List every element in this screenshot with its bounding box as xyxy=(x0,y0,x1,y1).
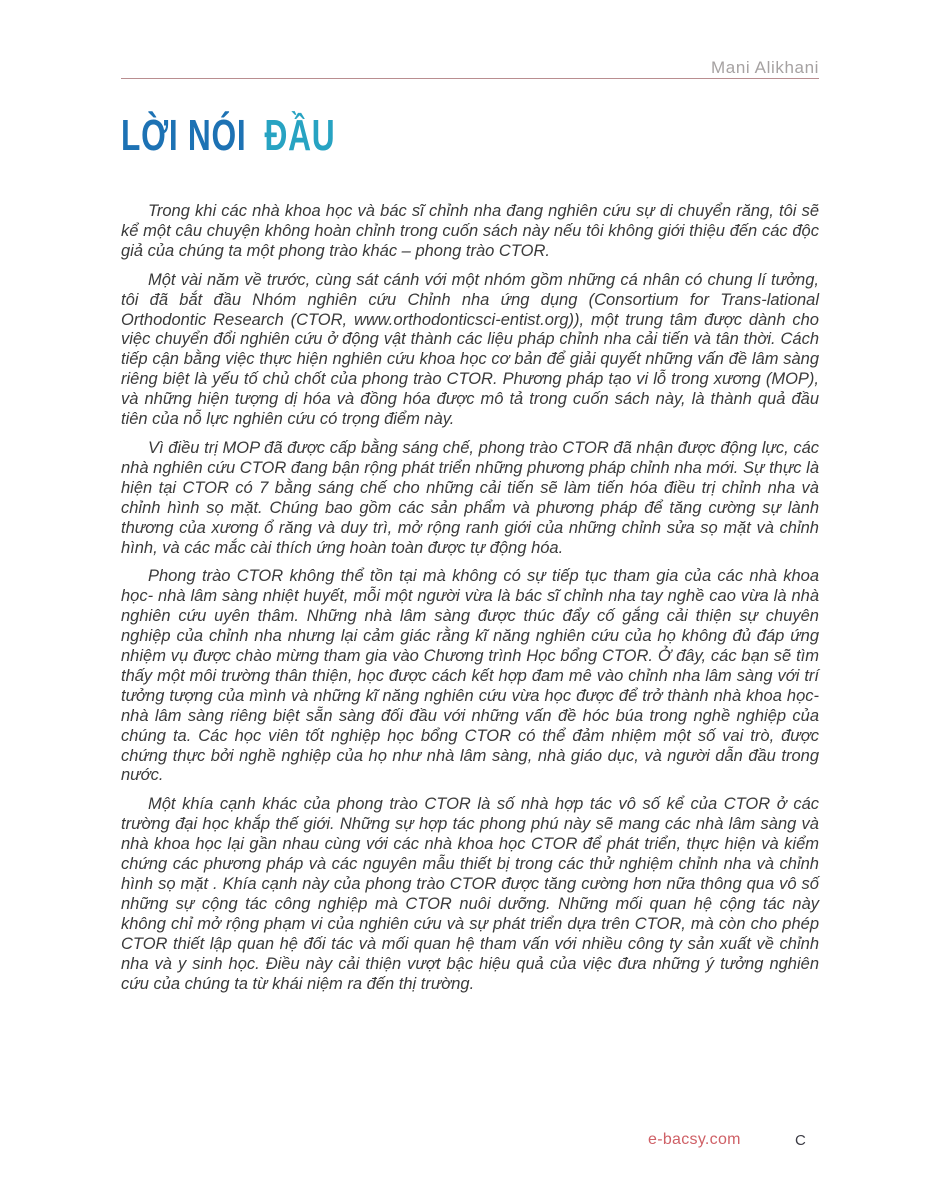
paragraph-5: Một khía cạnh khác của phong trào CTOR là số nhà hợp tác vô số kể của CTOR ở các trường đại học khắp thế giới. Những sự hợp tác phong phú này sẽ mang các nhà lâm sàng và nhà khoa học lại gần nhau cùng với các nhà khoa học CTOR để phát triển, thực hiện và kiểm chứng các phương pháp và các nguyên mẫu thiết bị trong các thử nghiệm chỉnh nha và chỉnh hình sọ mặt . Khía cạnh này của phong trào CTOR được tăng cường hơn nữa thông qua vô số những sự cộng tác công nghiệp mà CTOR nuôi dưỡng. Những mối quan hệ cộng tác này không chỉ mở rộng phạm vi của nghiên cứu và sự phát triển dựa trên CTOR, mà còn cho phép CTOR thiết lập quan hệ đối tác và mối quan hệ tham vấn với nhiều công ty sản xuất về chỉnh nha và y sinh học. Điều này cải thiện vượt bậc hiệu quả của việc đưa những ý tưởng nghiên cứu của chúng ta từ khái niệm ra đến thị trường. xyxy=(121,795,819,993)
page-title-part-2: ĐẦU xyxy=(264,111,336,160)
paragraph-3: Vì điều trị MOP đã được cấp bằng sáng chế, phong trào CTOR đã nhận được động lực, các nhà nghiên cứu CTOR đang bận rộng phát triển những phương pháp chỉnh nha mới. Sự thực là hiện tại CTOR có 7 bằng sáng chế cho những cải tiến sẽ làm tiến hóa điều trị chỉnh nha và chỉnh hình sọ mặt. Chúng bao gồm các sản phẩm và phương pháp để tăng cường sự lành thương của xương ổ răng và duy trì, mở rộng ranh giới của những chỉnh sửa sọ mặt và chỉnh hình, và các mắc cài thích ứng hoàn toàn được tự động hóa. xyxy=(121,438,819,557)
page-title-part-1: LỜI NÓI xyxy=(121,111,247,160)
footer-page-marker: C xyxy=(795,1132,806,1149)
footer-site-text: e-bacsy.com xyxy=(648,1131,741,1148)
running-head-author: Mani Alikhani xyxy=(711,58,819,77)
body-text xyxy=(121,202,819,1003)
header-rule xyxy=(121,78,819,79)
page-title xyxy=(121,111,336,160)
paragraph-1: Trong khi các nhà khoa học và bác sĩ chỉnh nha đang nghiên cứu sự di chuyển răng, tôi sẽ kể một câu chuyện không hoàn chỉnh trong cuốn sách này nếu tôi không giới thiệu đến các độc giả của chúng ta một phong trào khác – phong trào CTOR. xyxy=(121,202,819,260)
paragraph-4: Phong trào CTOR không thể tồn tại mà không có sự tiếp tục tham gia của các nhà khoa học- nhà lâm sàng nhiệt huyết, mỗi một người vừa là bác sĩ chỉnh nha tay nghề cao vừa là nhà nghiên cứu uyên thâm. Những nhà lâm sàng được thúc đẩy cố gắng cải thiện sự chuyên nghiệp của chỉnh nha nhưng lại cảm giác rằng kĩ năng nghiên cứu của họ không đủ đáp ứng nhiệm vụ được chào mừng tham gia vào Chương trình Học bổng CTOR. Ở đây, các bạn sẽ tìm thấy một môi trường thân thiện, học được cách kết hợp đam mê vào chỉnh nha lâm sàng với trí tưởng tượng của mình và những kĩ năng nghiên cứu vừa học được để trở thành nhà khoa học- nhà lâm sàng riêng biệt sẵn sàng đối đầu với những vấn đề hóc búa trong nghề nghiệp của chúng ta. Các học viên tốt nghiệp học bổng CTOR có thể đảm nhiệm một số vai trò, được chứng thực bởi nghề nghiệp của họ như nhà lâm sàng, nhà giáo dục, và người dẫn đầu trong nước. xyxy=(121,567,819,785)
paragraph-2: Một vài năm về trước, cùng sát cánh với một nhóm gồm những cá nhân có chung lí tưởng, tôi đã bắt đầu Nhóm nghiên cứu Chỉnh nha ứng dụng (Consortium for Trans-lational Orthodontic Research (CTOR, www.orthodonticsci-entist.org)), một trung tâm được dành cho việc chuyển đổi nghiên cứu ở động vật thành các liệu pháp chỉnh nha cải tiến và tân thời. Cách tiếp cận bằng việc thực hiện nghiên cứu khoa học cơ bản để giải quyết những vấn đề lâm sàng riêng biệt là yếu tố chủ chốt của phong trào CTOR. Phương pháp tạo vi lỗ trong xương (MOP), và những hiện tượng dị hóa và đồng hóa được mô tả trong cuốn sách này, là thành quả đầu tiên của nỗ lực nghiên cứu có trọng điểm này. xyxy=(121,270,819,429)
